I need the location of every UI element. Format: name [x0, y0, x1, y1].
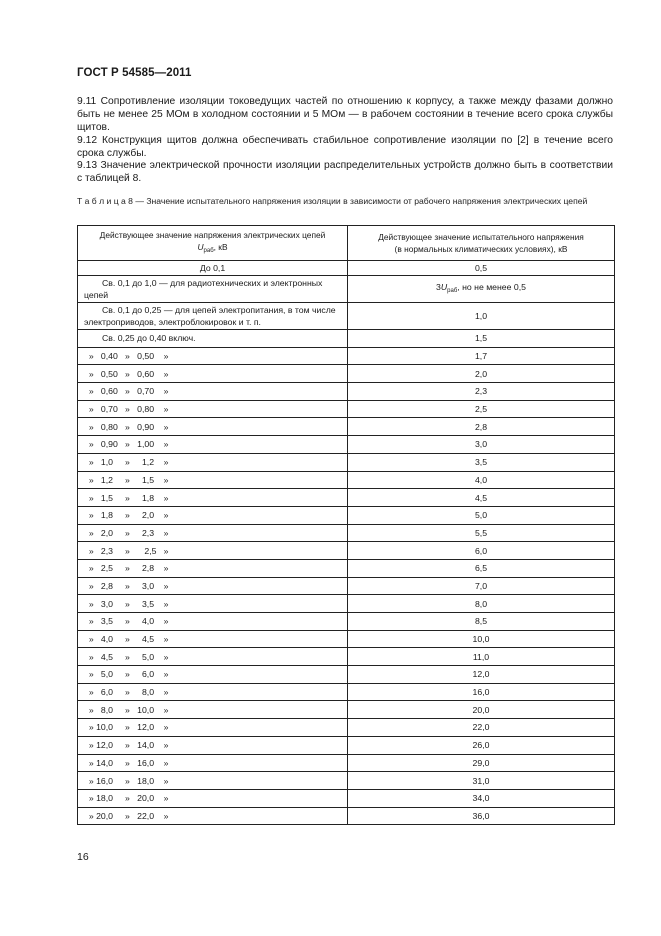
table-row — [78, 506, 615, 524]
table-row — [78, 400, 615, 418]
value-cell: 34,0 — [348, 789, 615, 807]
value-cell: 5,0 — [348, 506, 615, 524]
value-cell: 0,5 — [348, 261, 615, 276]
value-cell: 2,5 — [348, 400, 615, 418]
table-row — [78, 303, 615, 330]
range-cell: » 0,80 » 0,90 » — [78, 418, 348, 436]
table-row — [78, 577, 615, 595]
table-row — [78, 613, 615, 631]
table-row — [78, 754, 615, 772]
range-cell: » 2,5 » 2,8 » — [78, 559, 348, 577]
value-cell: $3U_{раб}$, но не менее 0,5 — [348, 276, 615, 303]
value-cell: 8,0 — [348, 595, 615, 613]
table-row — [78, 683, 615, 701]
range-cell: » 0,90 » 1,00 » — [78, 436, 348, 454]
range-cell: » 14,0 » 16,0 » — [78, 754, 348, 772]
range-cell: » 0,50 » 0,60 » — [78, 365, 348, 383]
paragraph-9-12: 9.12 Конструкция щитов должна обеспечивать стабильное сопротивление изоляции по [2] в течение всего срока службы. — [77, 135, 613, 160]
value-cell: 31,0 — [348, 772, 615, 790]
value-cell: 7,0 — [348, 577, 615, 595]
range-cell: » 16,0 » 18,0 » — [78, 772, 348, 790]
range-cell: » 20,0 » 22,0 » — [78, 807, 348, 825]
value-cell: 10,0 — [348, 630, 615, 648]
range-cell: » 0,70 » 0,80 » — [78, 400, 348, 418]
voltage-table — [77, 225, 615, 825]
value-cell: 26,0 — [348, 736, 615, 754]
paragraph-9-13: 9.13 Значение электрической прочности изоляции распределительных устройств должно быть в соответствии с таблицей 8. — [77, 160, 613, 185]
table-row — [78, 559, 615, 577]
value-cell: 6,0 — [348, 542, 615, 560]
range-cell: Св. 0,1 до 1,0 — для радиотехнических и электронных цепей — [78, 276, 348, 303]
range-cell: » 3,5 » 4,0 » — [78, 613, 348, 631]
range-cell: » 3,0 » 3,5 » — [78, 595, 348, 613]
table-row — [78, 807, 615, 825]
range-cell: » 4,0 » 4,5 » — [78, 630, 348, 648]
range-cell: » 1,8 » 2,0 » — [78, 506, 348, 524]
table-row — [78, 736, 615, 754]
range-cell: До 0,1 — [78, 261, 348, 276]
range-cell: Св. 0,1 до 0,25 — для цепей электропитания, в том числе электроприводов, электроблокировок и т. п. — [78, 303, 348, 330]
document-header: ГОСТ Р 54585—2011 — [77, 67, 192, 79]
table-header-row — [78, 226, 615, 261]
table-row — [78, 365, 615, 383]
table-row — [78, 789, 615, 807]
table-row — [78, 648, 615, 666]
table-row — [78, 347, 615, 365]
value-cell: 4,5 — [348, 489, 615, 507]
table-row — [78, 489, 615, 507]
table-row — [78, 666, 615, 684]
table-row — [78, 383, 615, 401]
value-cell: 2,8 — [348, 418, 615, 436]
range-cell: » 10,0 » 12,0 » — [78, 719, 348, 737]
value-cell: 4,0 — [348, 471, 615, 489]
value-cell: 3,0 — [348, 436, 615, 454]
value-cell: 11,0 — [348, 648, 615, 666]
value-cell: 8,5 — [348, 613, 615, 631]
table-row — [78, 330, 615, 348]
table-row — [78, 542, 615, 560]
value-cell: 3,5 — [348, 453, 615, 471]
table-row — [78, 453, 615, 471]
range-cell: » 6,0 » 8,0 » — [78, 683, 348, 701]
table-row — [78, 261, 615, 276]
range-cell: » 5,0 » 6,0 » — [78, 666, 348, 684]
value-cell: 36,0 — [348, 807, 615, 825]
range-cell: » 2,0 » 2,3 » — [78, 524, 348, 542]
range-cell: » 4,5 » 5,0 » — [78, 648, 348, 666]
range-cell: » 1,2 » 1,5 » — [78, 471, 348, 489]
value-cell: 22,0 — [348, 719, 615, 737]
column-header-working-voltage: Действующее значение напряжения электрических цепей $U_{раб}$, кВ — [78, 226, 348, 261]
range-cell: » 0,40 » 0,50 » — [78, 347, 348, 365]
range-cell: Св. 0,25 до 0,40 включ. — [78, 330, 348, 348]
value-cell: 1,0 — [348, 303, 615, 330]
range-cell: » 0,60 » 0,70 » — [78, 383, 348, 401]
table-row — [78, 524, 615, 542]
value-cell: 20,0 — [348, 701, 615, 719]
value-cell: 6,5 — [348, 559, 615, 577]
value-cell: 1,5 — [348, 330, 615, 348]
value-cell: 5,5 — [348, 524, 615, 542]
range-cell: » 2,3 » 2,5 » — [78, 542, 348, 560]
table-row — [78, 595, 615, 613]
value-cell: 2,0 — [348, 365, 615, 383]
paragraph-9-11: 9.11 Сопротивление изоляции токоведущих частей по отношению к корпусу, а также между фазами должно быть не менее 25 МОм в холодном состоянии и 5 МОм — в рабочем состоянии в течение всего срока службы щитов. — [77, 96, 613, 134]
value-cell: 12,0 — [348, 666, 615, 684]
range-cell: » 2,8 » 3,0 » — [78, 577, 348, 595]
range-cell: » 8,0 » 10,0 » — [78, 701, 348, 719]
value-cell: 16,0 — [348, 683, 615, 701]
range-cell: » 1,5 » 1,8 » — [78, 489, 348, 507]
table-row — [78, 772, 615, 790]
table-row — [78, 276, 615, 303]
value-cell: 1,7 — [348, 347, 615, 365]
value-cell: 29,0 — [348, 754, 615, 772]
table-caption: Т а б л и ц а 8 — Значение испытательного напряжения изоляции в зависимости от рабочего напряжения электрических цепей — [77, 196, 588, 206]
range-cell: » 1,0 » 1,2 » — [78, 453, 348, 471]
table-row — [78, 701, 615, 719]
table-row — [78, 719, 615, 737]
range-cell: » 12,0 » 14,0 » — [78, 736, 348, 754]
column-header-test-voltage: Действующее значение испытательного напряжения (в нормальных климатических условиях), кВ — [348, 226, 615, 261]
table-row — [78, 436, 615, 454]
table-row — [78, 418, 615, 436]
page-number: 16 — [77, 851, 89, 863]
value-cell: 2,3 — [348, 383, 615, 401]
range-cell: » 18,0 » 20,0 » — [78, 789, 348, 807]
table-row — [78, 630, 615, 648]
table-row — [78, 471, 615, 489]
